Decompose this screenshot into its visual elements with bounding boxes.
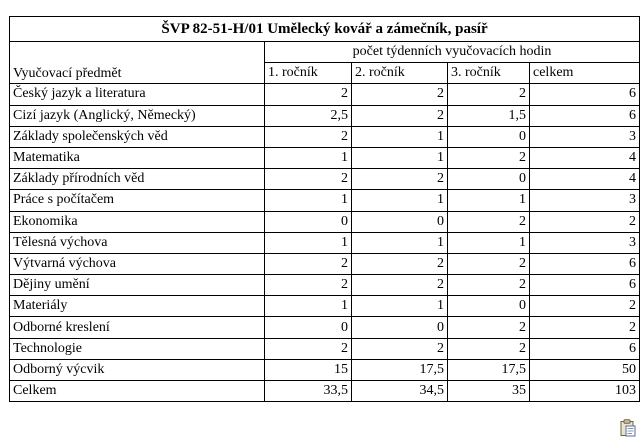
hours-cell: 1 (265, 232, 352, 253)
hours-cell: 1 (352, 147, 448, 168)
table-row (10, 232, 640, 253)
hours-cell: 17,5 (448, 359, 530, 380)
total-cell: 3 (530, 232, 640, 253)
total-cell: 3 (530, 190, 640, 211)
total-header: celkem (530, 63, 640, 84)
hours-cell: 0 (448, 126, 530, 147)
subject-cell: Technologie (10, 338, 265, 359)
hours-cell: 2 (352, 169, 448, 190)
hours-cell: 0 (265, 211, 352, 232)
hours-cell: 2 (448, 211, 530, 232)
hours-cell: 1 (265, 190, 352, 211)
hours-cell: 1 (352, 232, 448, 253)
table-row (10, 317, 640, 338)
subject-cell: Tělesná výchova (10, 232, 265, 253)
hours-cell: 1 (448, 232, 530, 253)
hours-cell: 34,5 (352, 381, 448, 402)
hours-cell: 2 (265, 275, 352, 296)
subject-cell: Výtvarná výchova (10, 253, 265, 274)
hours-cell: 0 (265, 317, 352, 338)
hours-cell: 2 (448, 317, 530, 338)
hours-cell: 2 (448, 338, 530, 359)
table-row (10, 359, 640, 380)
hours-cell: 1 (352, 296, 448, 317)
subject-cell: Základy společenských věd (10, 126, 265, 147)
total-cell: 2 (530, 211, 640, 232)
hours-cell: 0 (448, 169, 530, 190)
total-cell: 2 (530, 296, 640, 317)
hours-cell: 2 (265, 253, 352, 274)
year-header-3: 3. ročník (448, 63, 530, 84)
total-cell: 2 (530, 317, 640, 338)
hours-cell: 2 (352, 338, 448, 359)
total-cell: 50 (530, 359, 640, 380)
table-row (10, 381, 640, 402)
table-row (10, 147, 640, 168)
table-row (10, 169, 640, 190)
hours-cell: 2 (265, 169, 352, 190)
subject-cell: Základy přírodních věd (10, 169, 265, 190)
total-cell: 6 (530, 105, 640, 126)
subject-cell: Cizí jazyk (Anglický, Německý) (10, 105, 265, 126)
hours-cell: 2 (448, 147, 530, 168)
hours-cell: 2 (448, 275, 530, 296)
hours-cell: 33,5 (265, 381, 352, 402)
hours-cell: 2 (265, 84, 352, 105)
year-header-2: 2. ročník (352, 63, 448, 84)
curriculum-table (9, 16, 640, 402)
total-cell: 6 (530, 338, 640, 359)
total-cell: 6 (530, 84, 640, 105)
clipboard-paste-icon-graphic (620, 419, 636, 437)
subject-cell: Celkem (10, 381, 265, 402)
table-row (10, 253, 640, 274)
total-cell: 6 (530, 275, 640, 296)
hours-cell: 1 (448, 190, 530, 211)
table-row (10, 275, 640, 296)
hours-cell: 2 (352, 84, 448, 105)
title-row (10, 17, 640, 42)
total-cell: 103 (530, 381, 640, 402)
subject-cell: Materiály (10, 296, 265, 317)
hours-cell: 2 (448, 253, 530, 274)
hours-header: počet týdenních vyučovacích hodin (265, 42, 640, 63)
hours-cell: 2 (265, 338, 352, 359)
hours-cell: 15 (265, 359, 352, 380)
hours-header-row (10, 42, 640, 63)
subject-cell: Práce s počítačem (10, 190, 265, 211)
year-header-1: 1. ročník (265, 63, 352, 84)
clipboard-paste-icon[interactable] (620, 419, 636, 437)
hours-cell: 0 (448, 296, 530, 317)
subject-cell: Odborné kreslení (10, 317, 265, 338)
hours-cell: 1 (265, 147, 352, 168)
table-row (10, 105, 640, 126)
hours-cell: 2 (448, 84, 530, 105)
table-title: ŠVP 82-51-H/01 Umělecký kovář a zámečník, pasíř (10, 17, 640, 42)
hours-cell: 1 (352, 126, 448, 147)
total-cell: 4 (530, 147, 640, 168)
hours-cell: 1 (352, 190, 448, 211)
subject-column-header: Vyučovací předmět (10, 42, 265, 84)
subject-cell: Dějiny umění (10, 275, 265, 296)
table-row (10, 84, 640, 105)
table-row (10, 190, 640, 211)
hours-cell: 2 (352, 105, 448, 126)
hours-cell: 2 (265, 126, 352, 147)
subject-cell: Odborný výcvik (10, 359, 265, 380)
hours-cell: 0 (352, 211, 448, 232)
table-row (10, 296, 640, 317)
subject-cell: Matematika (10, 147, 265, 168)
subject-cell: Ekonomika (10, 211, 265, 232)
total-cell: 4 (530, 169, 640, 190)
hours-cell: 17,5 (352, 359, 448, 380)
hours-cell: 2 (352, 253, 448, 274)
table-row (10, 211, 640, 232)
hours-cell: 1 (265, 296, 352, 317)
hours-cell: 1,5 (448, 105, 530, 126)
hours-cell: 0 (352, 317, 448, 338)
table-row (10, 126, 640, 147)
total-cell: 6 (530, 253, 640, 274)
table-row (10, 338, 640, 359)
subject-cell: Český jazyk a literatura (10, 84, 265, 105)
total-cell: 3 (530, 126, 640, 147)
hours-cell: 35 (448, 381, 530, 402)
hours-cell: 2 (352, 275, 448, 296)
hours-cell: 2,5 (265, 105, 352, 126)
